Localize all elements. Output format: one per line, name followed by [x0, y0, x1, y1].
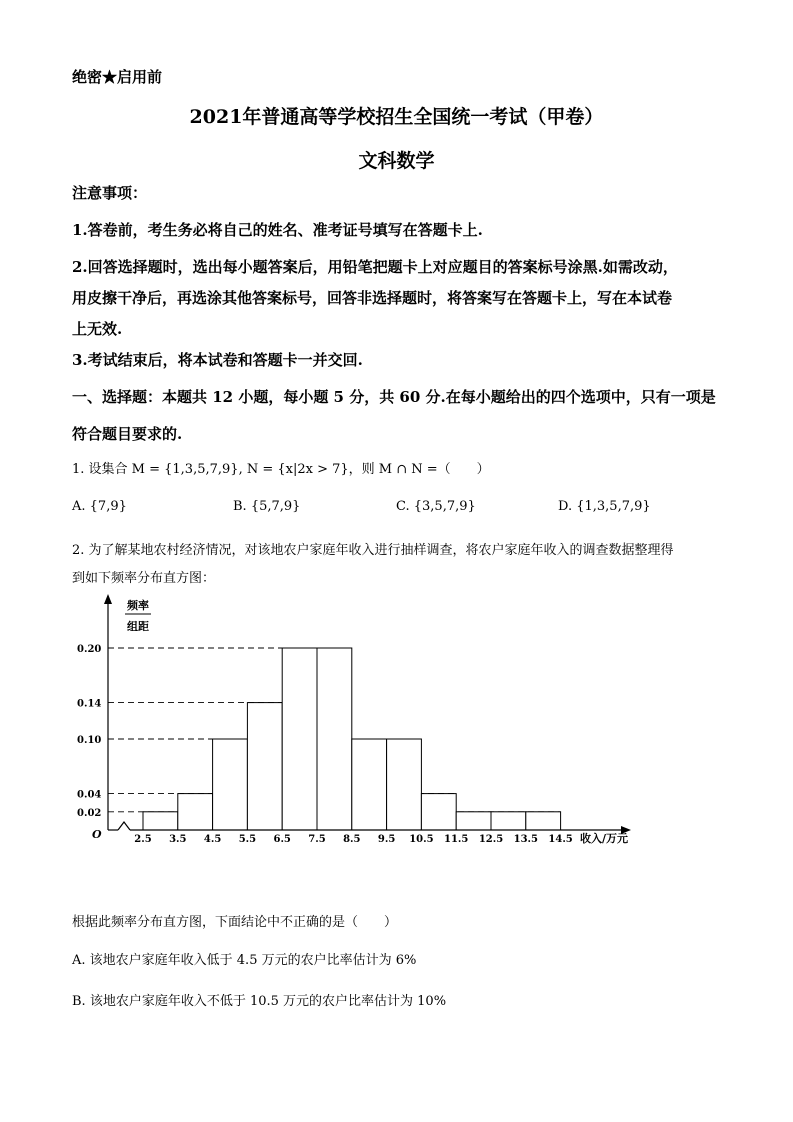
origin-label: O — [92, 828, 102, 841]
question-2-option-b: B. 该地农户家庭年收入不低于 10.5 万元的农户比率估计为 10% — [72, 994, 447, 1009]
x-axis-label: 收入/万元 — [580, 832, 629, 845]
section-heading-line-1: 一、选择题：本题共 12 小题，每小题 5 分，共 60 分.在每小题给出的四个选项中，只有一项是 — [72, 388, 716, 406]
x-tick-label: 5.5 — [238, 834, 257, 845]
question-1-stem: 1. 设集合 M = {1,3,5,7,9}, N = {x|2x > 7}，则 M ∩ N =（ ） — [72, 462, 490, 477]
notice-item-3: 3.考试结束后，将本试卷和答题卡一并交回. — [72, 351, 363, 369]
question-1-option-d: D. {1,3,5,7,9} — [558, 499, 651, 514]
section-heading-line-2: 符合题目要求的. — [72, 425, 183, 443]
question-1-option-c: C. {3,5,7,9} — [396, 499, 476, 514]
secret-label: 绝密★启用前 — [72, 68, 163, 86]
histogram-bar — [317, 648, 352, 830]
histogram-bar — [352, 739, 387, 830]
histogram-bar — [282, 648, 317, 830]
y-label-top: 频率 — [127, 599, 149, 612]
histogram-bar — [491, 812, 526, 830]
question-2-stem-line-1: 2. 为了解某地农村经济情况，对该地农户家庭年收入进行抽样调查，将农户家庭年收入的调查数据整理得 — [72, 543, 674, 558]
histogram-bar — [143, 812, 178, 830]
x-tick-label: 6.5 — [273, 834, 291, 845]
x-tick-label: 4.5 — [203, 834, 222, 845]
x-tick-labels — [134, 834, 573, 845]
x-tick-label: 10.5 — [409, 834, 434, 845]
notice-item-2-line-3: 上无效. — [72, 320, 123, 338]
question-2-stem-line-2: 到如下频率分布直方图： — [72, 571, 216, 586]
x-tick-label: 7.5 — [308, 834, 326, 845]
x-tick-label: 8.5 — [343, 834, 361, 845]
frequency-histogram — [70, 590, 660, 860]
x-tick-label: 11.5 — [444, 834, 469, 845]
notice-item-1: 1.答卷前，考生务必将自己的姓名、准考证号填写在答题卡上. — [72, 221, 483, 239]
y-tick-labels — [77, 644, 101, 819]
question-2-option-a: A. 该地农户家庭年收入低于 4.5 万元的农户比率估计为 6% — [72, 953, 417, 968]
question-1-option-b: B. {5,7,9} — [233, 499, 301, 514]
question-2-prompt: 根据此频率分布直方图，下面结论中不正确的是（ ） — [72, 915, 398, 930]
histogram-bar — [421, 794, 456, 830]
histogram-bar — [213, 739, 248, 830]
axis-break-icon — [118, 822, 130, 830]
y-tick-label: 0.02 — [77, 807, 102, 819]
y-tick-label: 0.14 — [77, 698, 102, 710]
y-axis-arrow-icon — [104, 594, 112, 604]
y-tick-label: 0.04 — [77, 789, 102, 801]
histogram-bar — [387, 739, 422, 830]
y-tick-label: 0.20 — [77, 644, 102, 655]
exam-title: 2021年普通高等学校招生全国统一考试（甲卷） — [189, 106, 604, 128]
notice-heading: 注意事项： — [72, 184, 148, 202]
histogram-bar — [456, 812, 491, 830]
x-tick-label: 14.5 — [548, 834, 573, 845]
histogram-bar — [247, 703, 282, 830]
notice-item-2-line-1: 2.回答选择题时，选出每小题答案后，用铅笔把题卡上对应题目的答案标号涂黑.如需改动， — [72, 258, 678, 276]
exam-subtitle: 文科数学 — [358, 150, 435, 172]
x-tick-label: 2.5 — [134, 834, 152, 845]
x-tick-label: 9.5 — [377, 834, 396, 845]
x-tick-label: 13.5 — [513, 834, 538, 845]
notice-item-2-line-2: 用皮擦干净后，再选涂其他答案标号，回答非选择题时，将答案写在答题卡上，写在本试卷 — [72, 289, 673, 307]
histogram-bar — [526, 812, 561, 830]
x-tick-label: 12.5 — [478, 834, 504, 845]
y-tick-label: 0.10 — [77, 735, 102, 746]
histogram-bar — [178, 794, 213, 830]
y-label-bottom: 组距 — [127, 620, 149, 633]
question-1-option-a: A. {7,9} — [72, 499, 127, 514]
x-tick-label: 3.5 — [169, 834, 187, 845]
histogram-bars — [143, 648, 561, 830]
